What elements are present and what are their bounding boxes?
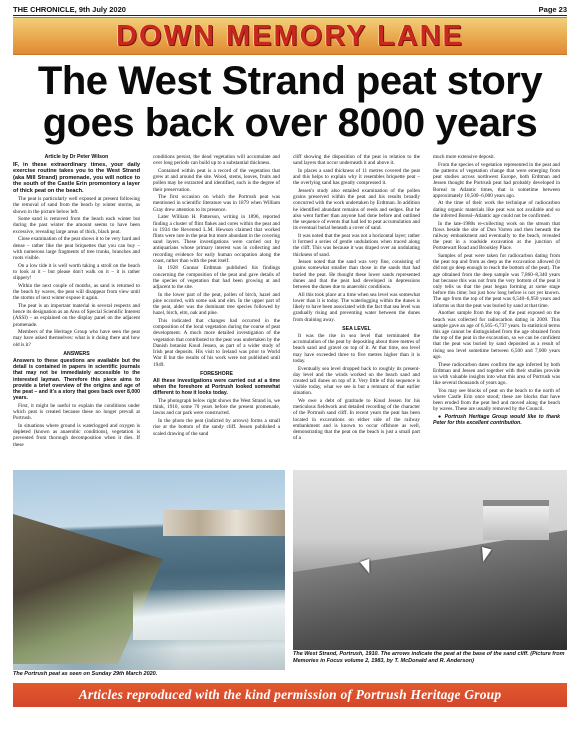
paragraph: Eventually sea level dropped back to roughly its present-day level and the winds worked on the beach sand and created tall dunes on top of it. Very little of this sequence is visible today, what we see is but a remnant of that earlier situation. (293, 365, 420, 397)
paragraph: Contained within peat is a record of the vegetation that grew at and around the site. Wood, stems, leaves, fruits and pollen may be extracted and identified, such is the degree of their preservation. (153, 167, 280, 193)
lead-paragraph: IF, in these extraordinary times, your daily exercise routine takes you to the West Strand (aka Mill Strand) promenade, you will notice to the south of the Castle Erin promontory a layer of thick peat on the beach. (13, 161, 140, 195)
paragraph: much more extensive deposit. (433, 154, 495, 160)
photo-sand-cliff (293, 530, 567, 650)
article-column-2 (153, 154, 280, 454)
photo-west-strand-1910 (293, 470, 567, 650)
paragraph: You may see blocks of peat on the beach to the north of where Castle Erin once stood; these are blocks that have been eroded from the peat bed and moved along the beach by waves. These are usually removed by the Council. (433, 387, 560, 413)
paragraph: All this took place at a time when sea level was somewhat lower than it is today. The waterlogging within the dunes is likely to have been associated with the fact that sea level was gradually rising and preventing water between the dunes from draining away. (293, 291, 420, 323)
article-column-1 (13, 154, 140, 454)
article-column-3 (293, 154, 420, 454)
photo-peat-2020 (13, 470, 285, 670)
paragraph: This indicated that changes had occurred in the composition of the local vegetation during the course of peat development. A much more detailed investigation of the vegetation that contributed to the peat was undertaken by the Danish botanist Knud Jessen, as part of a wider study of Irish peat deposits. His visit to Ireland was prior to World War II but the results of his work were not published until 1949. (153, 318, 280, 368)
thanks-note (433, 414, 560, 426)
paragraph: The first occasion on which the Portrush peat was mentioned in scientific literature was in 1879 when William Gray drew attention to its presence. (153, 194, 280, 213)
bullet-icon: ● (438, 414, 443, 421)
masthead (13, 3, 567, 15)
paragraph: On a low tide it is well worth taking a stroll on the beach to look at it – but please don't walk on it – it is rather slippery! (13, 262, 140, 282)
paragraph: Another sample from the top of the peat exposed on the beach was collected for radiocarbon dating in 2009. This sample gave an age of 6,565–6,737 years. In statistical terms this age cannot be distinguished from the age obtained from the top of the peat in the excavation, so we can be confident that the peat was buried by sand deposited as a result of rising sea level sometime between 6,500 and 7,000 years ago. (433, 310, 560, 360)
paragraph: Jessen's study also entailed examination of the pollen grains preserved within the peat and his results broadly concurred with the work undertaken by Erdtman. In addition he identified abundant remains of reeds and sedges. But he also went further than anyone had done before and outlined the sequence of events that had led to peat accumulation and its eventual burial beneath a cover of sand. (293, 188, 420, 232)
paragraph: conditions persist, the dead vegetation will accumulate and over long periods can build up to a substantial thickness. (153, 154, 280, 167)
paragraph: Close examination of the peat shows it to be very hard and dense – rather like the peat briquettes that you can buy – with numerous large fragments of tree trunks, branches and roots visible. (13, 236, 140, 261)
paragraph-bold: All these investigations were carried out at a time when the foreshore at Portrush looked somewhat different to how it looks today. (153, 377, 280, 397)
paragraph: In the lower part of the peat, pollen of birch, hazel and pine occurred, with some oak and elm. In the upper part of the peat, alder was the dominant tree species followed by hazel, birch, elm, oak and pine. (153, 291, 280, 317)
photo-surf (133, 590, 285, 640)
paragraph: The photograph below right shows the West Strand in, we think, 1910, some 70 years before the present promenade, lawns and car park were constructed. (153, 398, 280, 417)
paragraph: Some sand is removed from the beach each winter but during the past winter the amount seems to have been excessive, revealing large areas of thick, black peat. (13, 216, 140, 235)
paragraph: cliff showing the disposition of the peat in relation to the sand layers that occur underneath it and above it. (293, 154, 420, 167)
photo-houses (163, 510, 285, 536)
paragraph: In 1928 Gunnar Erdtman published his findings concerning the composition of the peat and gave details of the species of vegetation that had been growing at and adjacent to the site. (153, 265, 280, 291)
paragraph: First, it might be useful to explain the conditions under which peat is created because these no longer prevail at Portrush. (13, 402, 140, 422)
paragraph: Samples of peat were taken for radiocarbon dating from the peat top and from as deep as the excavation allowed (it did not go deep enough to reach the bottom of the peat). The age obtained from the deep sample was 7,860–8,340 years but because this was not from the very bottom of the peat it only tells us that the peat began forming at some stage before this time; but just how long before is not yet known. The age from the top of the peat was 6,540–6,950 years and informs us that the peat was buried by sand at that time. (433, 253, 560, 309)
page-number: Page 23 (538, 4, 567, 14)
paragraph-bold: Answers to these questions are available but the detail is contained in papers in scientific journals that may not be immediately accessible to the interested layman. Therefore this piece aims to provide a brief overview of the origins and age of the peat – and it's a story that goes back over 8,000 years. (13, 358, 140, 402)
paragraph: Jessen noted that the sand was very fine, consisting of grains somewhat smaller than those in the sands that had buried the peat. He thought these lower sands represented dunes and that the peat had developed in depressions between the dunes due to anaerobic conditions. (293, 259, 420, 291)
footer-banner (13, 683, 567, 707)
paragraph: We owe a debt of gratitude to Knud Jessen for his meticulous fieldwork and detailed recording of the character of the Portrush sand cliff. In recent years the peat has been located in excavations on either side of the railway embankment and is known to occur offshore as well, demonstrating that the peat on the beach is just a small part of a (293, 398, 420, 442)
paragraph: It was the rise in sea level that terminated the accumulation of the peat by depositing about three metres of beach sand and gravel on top of it. At that time, sea level may have exceeded three to five metres higher than it is today. (293, 332, 420, 364)
paragraph: The peat is particularly well exposed at present following the removal of sand from the beach by winter storms, as shown in the picture below left. (13, 196, 140, 215)
photo-caption-right: The West Strand, Portrush, 1910. The arrows indicate the peat at the base of the sand cliff. (Picture from Memories in Focus volume 2, 1983, by T. McDonald and R. Anderson) (293, 651, 565, 664)
paragraph: Later William H. Patterson, writing in 1896, reported finding a cluster of flint flakes and cores within the peat and in 1934 the Reverend L.M. Hewson claimed that worked flints were rare in the peat but more abundant in the covering sand layers. These investigations were carried out by antiquarians whose primary interest was in collecting and recording evidence for early human occupation along the coast, rather than with the peat itself. (153, 214, 280, 264)
thanks-credit: Portrush Heritage Group would like to thank Peter for this excellent contribution. (433, 414, 560, 427)
byline: Article by Dr Peter Wilson (44, 154, 109, 160)
paragraph: In the photo the peat (indicted by arrows) forms a small rise at the bottom of the sandy cliff. Jessen published a scaled drawing of the sand (153, 418, 280, 437)
photo-caption-left: The Portrush peat as seen on Sunday 29th March 2020. (13, 671, 158, 677)
paragraph: In places a sand thickness of 11 metres covered the peat and this helps to explain why it resembles briquette peat – the overlying sand has greatly compressed it. (293, 167, 420, 187)
subheading-answers: ANSWERS (63, 350, 90, 357)
footer-text: Articles reproduced with the kind permission of Portrush Heritage Group (78, 687, 502, 702)
subheading-sea-level: SEA LEVEL (342, 325, 371, 332)
subheading-foreshore: FORESHORE (200, 370, 233, 377)
article-column-4 (433, 154, 560, 454)
headline-line-2: goes back over 8000 years (42, 101, 538, 145)
paragraph: In the late-1980s re-collecting work on the stream that flows beside the site of Dun Varren and then beneath the railway embankment and eventually to the beach, revealed the peat in a roadside excavation at the junction of Portstewart Road and Brookley Place. (433, 220, 560, 252)
headline-line-1: The West Strand peat story (37, 59, 543, 103)
section-banner (13, 17, 567, 55)
paragraph: At the time of their work the technique of radiocarbon dating organic materials like peat was not available and so the inferred Boreal–Atlantic age could not be confirmed. (433, 200, 560, 219)
photo-building (483, 500, 549, 540)
paragraph: Members of the Heritage Group who have seen the peat may have asked themselves: what is it doing there and how old is it? (13, 329, 140, 348)
masthead-rule (13, 15, 567, 16)
photo-cliff (13, 514, 163, 664)
paragraph: The peat is an important material in several respects and hence its designation as an Area of Special Scientific Interest (ASSI) – as explained on the display panel on the adjacent promenade. (13, 302, 140, 328)
paragraph: From the species of vegetation represented in the peat and the patterns of vegetation change that were emerging from peat studies across northwest Europe, both Erdtman and Jessen thought the Portrush peat had probably developed in Boreal to Atlantic times, that is sometime between approximately 10,500–6,000 years ago. (433, 161, 560, 199)
paragraph: Within the next couple of months, as sand is returned to the beach by waves, the peat will disappear from view until the storms of next winter expose it again. (13, 282, 140, 302)
newspaper-date: THE CHRONICLE, 9th July 2020 (13, 4, 126, 14)
headline (13, 60, 567, 144)
paragraph: These radiocarbon dates confirm the age inferred by both Erdtman and Jessen and together with their studies provide us with valuable insights into what this area of Portrush was like several thousands of years ago. (433, 361, 560, 387)
paragraph: In situations where ground is waterlogged and oxygen is depleted (known as anaerobic conditions), vegetation is prevented from thorough decomposition when it dies. If these (13, 423, 140, 448)
paragraph: It was noted that the peat was not a horizontal layer; rather it formed a series of gentle undulations when traced along the cliff. This was because it was draped over an undulating thickness of sand. (293, 232, 420, 258)
section-title: DOWN MEMORY LANE (116, 19, 464, 52)
